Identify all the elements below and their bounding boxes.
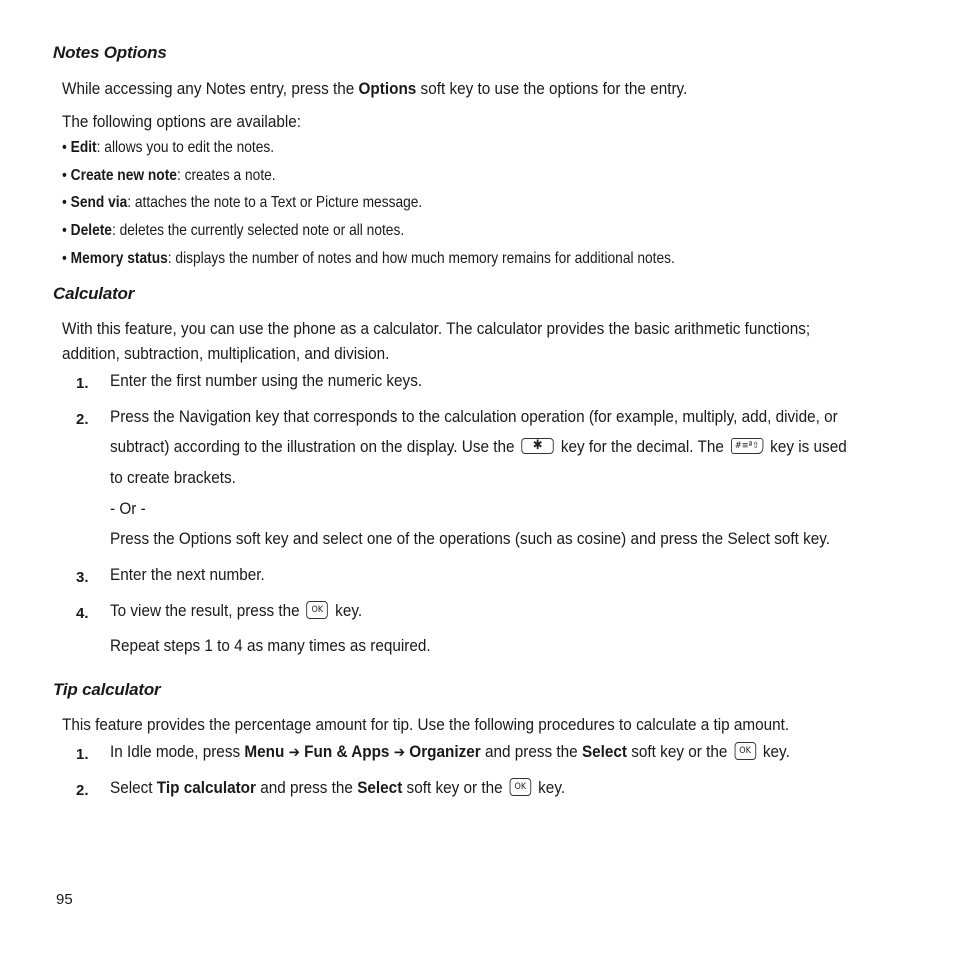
step-number: 1. bbox=[76, 746, 89, 763]
bullet-term: Send via bbox=[70, 194, 128, 211]
step-text: To view the result, press the bbox=[110, 601, 300, 620]
ok-key-icon: OK bbox=[734, 742, 756, 760]
step-number: 4. bbox=[76, 605, 89, 622]
step-text: soft key or the bbox=[402, 778, 503, 797]
select-term: Select bbox=[581, 742, 628, 761]
calculator-step-1: Enter the first number using the numeric keys. bbox=[110, 371, 423, 390]
step-text: key. bbox=[762, 742, 790, 761]
ok-key-icon: OK bbox=[307, 601, 329, 619]
bullet-term: Create new note bbox=[70, 167, 177, 184]
tip-step-1 bbox=[110, 742, 790, 762]
notes-options-intro bbox=[62, 76, 687, 101]
bullet-desc: : allows you to edit the notes. bbox=[96, 139, 275, 156]
bullet-marker: • bbox=[62, 222, 67, 239]
intro-text-end: soft key to use the options for the entry. bbox=[416, 79, 688, 98]
select-term: Select bbox=[357, 778, 403, 797]
bullet-marker: • bbox=[62, 167, 67, 184]
step-text: key. bbox=[538, 778, 566, 797]
bullet-edit bbox=[62, 139, 274, 157]
calculator-step-2-line1: Press the Navigation key that corresponds to the calculation operation (for example, multiply, add, divide, or bbox=[110, 407, 838, 426]
tip-calculator-intro: This feature provides the percentage amount for tip. Use the following procedures to calculate a tip amount. bbox=[62, 715, 790, 734]
step-text: key. bbox=[335, 601, 363, 620]
bullet-marker: • bbox=[62, 139, 67, 156]
step-number: 2. bbox=[76, 782, 89, 799]
bullet-send-via bbox=[62, 194, 422, 212]
arrow-right-icon: ➔ bbox=[288, 743, 300, 761]
bullet-desc: : creates a note. bbox=[176, 167, 276, 184]
tip-calculator-heading: Tip calculator bbox=[53, 680, 161, 699]
bullet-memory-status bbox=[62, 250, 675, 268]
calculator-step-3: Enter the next number. bbox=[110, 565, 265, 584]
notes-options-heading: Notes Options bbox=[53, 43, 167, 62]
step-text: and press the bbox=[255, 778, 358, 797]
step-text: soft key or the bbox=[627, 742, 728, 761]
step-text: key is used bbox=[770, 437, 847, 456]
organizer-term: Organizer bbox=[409, 742, 481, 761]
menu-term: Menu bbox=[244, 742, 285, 761]
or-separator: - Or - bbox=[110, 499, 146, 518]
bullet-term: Memory status bbox=[70, 250, 168, 267]
bullet-desc: : deletes the currently selected note or all notes. bbox=[111, 222, 405, 239]
calculator-step-2-line3: to create brackets. bbox=[110, 468, 236, 487]
options-available-text: The following options are available: bbox=[62, 112, 302, 131]
bullet-desc: : attaches the note to a Text or Picture message. bbox=[127, 194, 423, 211]
bullet-marker: • bbox=[62, 250, 67, 267]
bullet-term: Edit bbox=[70, 139, 97, 156]
arrow-right-icon: ➔ bbox=[393, 743, 406, 761]
calculator-alt-step: Press the Options soft key and select one of the operations (such as cosine) and press the Select soft key. bbox=[110, 529, 831, 548]
step-text: key for the decimal. The bbox=[560, 437, 724, 456]
bullet-term: Delete bbox=[70, 222, 112, 239]
calculator-repeat: Repeat steps 1 to 4 as many times as required. bbox=[110, 636, 431, 655]
step-text: In Idle mode, press bbox=[110, 742, 245, 761]
bullet-marker: • bbox=[62, 194, 67, 211]
step-number: 2. bbox=[76, 411, 89, 428]
bullet-create-new-note bbox=[62, 167, 276, 185]
calculator-step-2-line2 bbox=[110, 437, 847, 457]
fun-apps-term: Fun & Apps bbox=[304, 742, 390, 761]
calculator-intro-line2: addition, subtraction, multiplication, and division. bbox=[62, 344, 390, 363]
bullet-desc: : displays the number of notes and how much memory remains for additional notes. bbox=[167, 250, 675, 267]
intro-text: While accessing any Notes entry, press the bbox=[62, 79, 359, 98]
options-term: Options bbox=[358, 79, 417, 98]
bullet-delete bbox=[62, 222, 404, 240]
calculator-heading: Calculator bbox=[53, 284, 135, 303]
ok-key-icon: OK bbox=[510, 778, 532, 796]
calculator-step-4 bbox=[110, 601, 362, 621]
step-number: 3. bbox=[76, 569, 89, 586]
tip-calculator-term: Tip calculator bbox=[156, 778, 256, 797]
page-number: 95 bbox=[56, 891, 73, 908]
star-key-icon: ✱ bbox=[521, 438, 553, 454]
step-text: subtract) according to the illustration on the display. Use the bbox=[110, 437, 515, 456]
step-text: and press the bbox=[480, 742, 582, 761]
hash-key-icon: #≡ª⇧ bbox=[731, 438, 763, 454]
calculator-intro-line1: With this feature, you can use the phone as a calculator. The calculator provides the basic arithmetic functions; bbox=[62, 319, 811, 338]
step-text: Select bbox=[110, 778, 157, 797]
step-number: 1. bbox=[76, 375, 89, 392]
tip-step-2 bbox=[110, 778, 565, 798]
